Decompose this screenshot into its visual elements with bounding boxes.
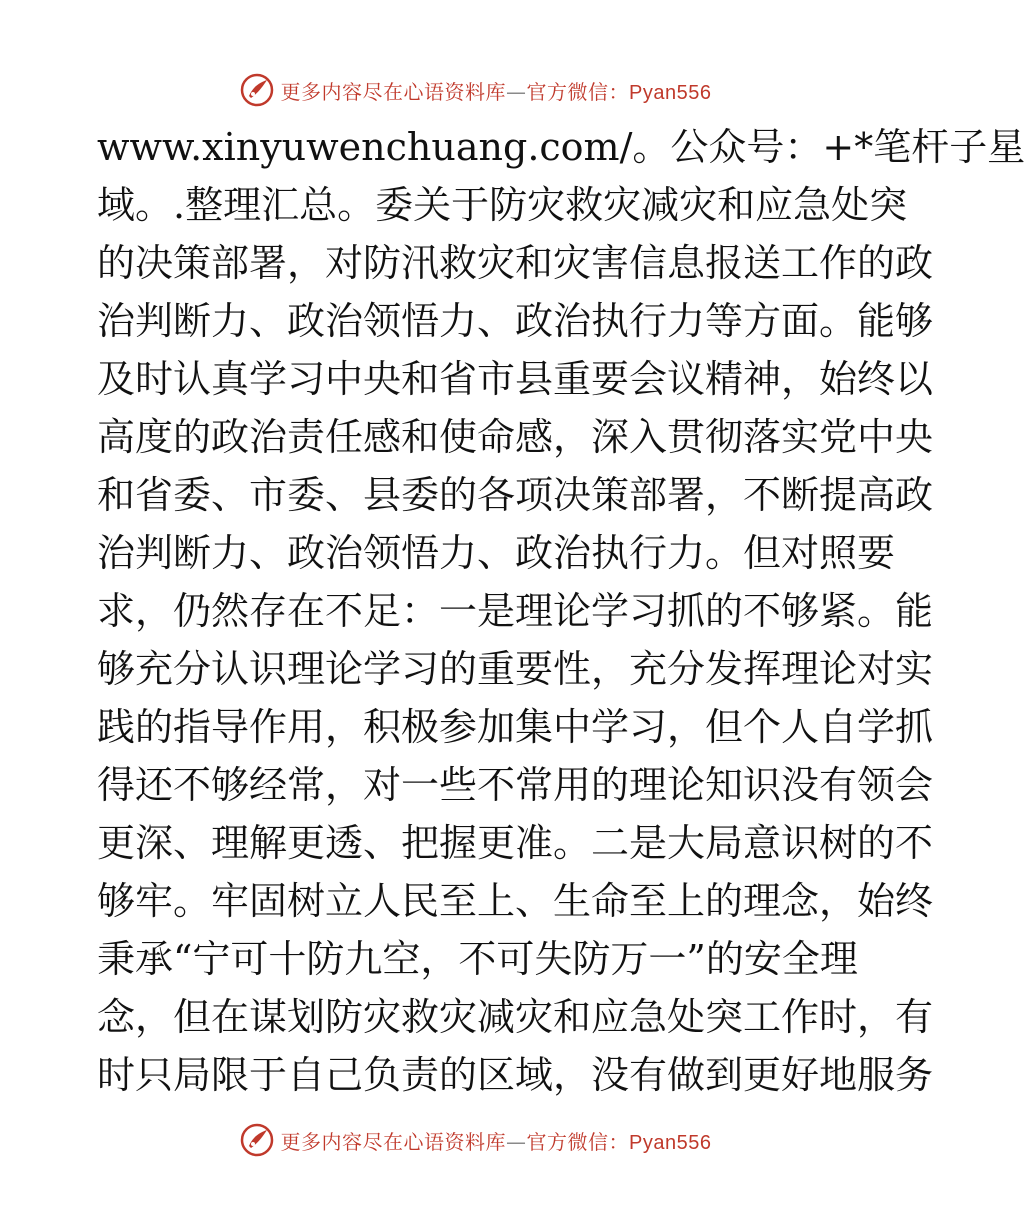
header-banner-text xyxy=(281,76,712,105)
brand-logo-icon xyxy=(239,1122,275,1158)
header-wechat-id: Pyan556 xyxy=(629,81,712,104)
brand-logo-icon xyxy=(239,72,275,108)
body-line: 更深、理解更透、把握更准。二是大局意识树的不 xyxy=(97,821,934,865)
footer-banner-text xyxy=(281,1126,712,1155)
body-line: 践的指导作用，积极参加集中学习，但个人自学抓 xyxy=(97,705,934,749)
header-banner-slogan: 更多内容尽在心语资料库 xyxy=(280,79,507,104)
document-body xyxy=(97,118,1025,1104)
body-line: 时只局限于自己负责的区域，没有做到更好地服务 xyxy=(97,1053,934,1097)
header-banner xyxy=(0,68,950,112)
body-line: 求，仍然存在不足：一是理论学习抓的不够紧。能 xyxy=(97,589,934,633)
footer-banner xyxy=(0,1118,950,1162)
body-line: 得还不够经常，对一些不常用的理论知识没有领会 xyxy=(97,763,934,807)
body-line: 治判断力、政治领悟力、政治执行力。但对照要 xyxy=(97,531,896,575)
body-line: 治判断力、政治领悟力、政治执行力等方面。能够 xyxy=(97,299,934,343)
footer-banner-slogan: 更多内容尽在心语资料库 xyxy=(280,1129,507,1154)
body-line: 够牢。牢固树立人民至上、生命至上的理念，始终 xyxy=(97,879,934,923)
body-line: www.xinyuwenchuang.com/。公众号：+*笔杆子星 xyxy=(97,125,1025,169)
header-banner-separator: — xyxy=(506,79,527,104)
body-line: 秉承“宁可十防九空，不可失防万一”的安全理 xyxy=(97,937,858,981)
body-line: 和省委、市委、县委的各项决策部署，不断提高政 xyxy=(97,473,934,517)
footer-wechat-id: Pyan556 xyxy=(629,1131,712,1154)
footer-wechat-label: 官方微信： xyxy=(526,1129,630,1154)
footer-banner-separator: — xyxy=(506,1129,527,1154)
body-line: 及时认真学习中央和省市县重要会议精神，始终以 xyxy=(97,357,934,401)
body-line: 的决策部署，对防汛救灾和灾害信息报送工作的政 xyxy=(97,241,934,285)
body-line: 域。.整理汇总。委关于防灾救灾减灾和应急处突 xyxy=(97,183,908,227)
body-line: 够充分认识理论学习的重要性，充分发挥理论对实 xyxy=(97,647,934,691)
body-line: 念，但在谋划防灾救灾减灾和应急处突工作时，有 xyxy=(97,995,934,1039)
body-line: 高度的政治责任感和使命感，深入贯彻落实党中央 xyxy=(97,415,934,459)
header-wechat-label: 官方微信： xyxy=(526,79,630,104)
